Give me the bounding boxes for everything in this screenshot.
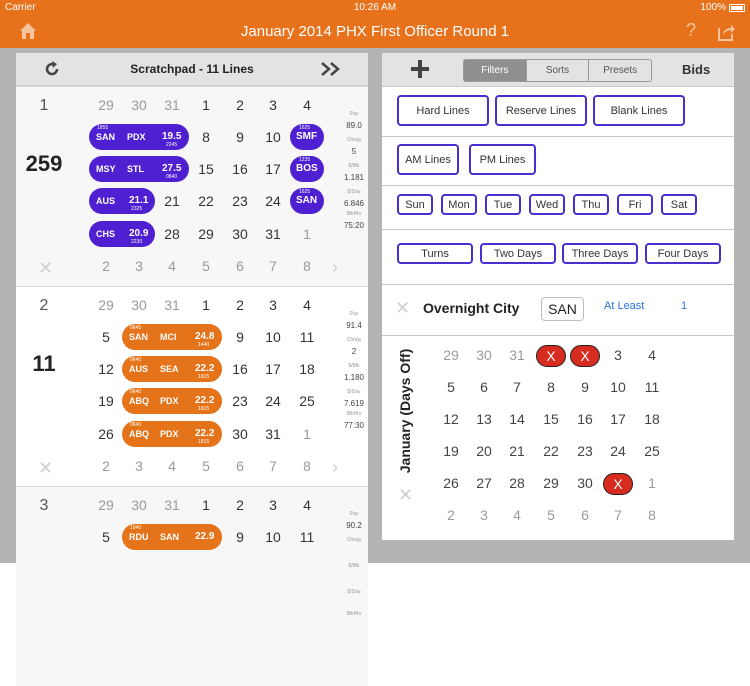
reserve-lines-button[interactable]: Reserve Lines xyxy=(495,95,587,126)
calendar-day[interactable]: 15 xyxy=(543,411,559,427)
stat-label: $/Day xyxy=(347,389,361,395)
stat-label: Pay xyxy=(349,511,359,517)
nav-bar xyxy=(0,16,750,48)
release-time: 2230 xyxy=(131,239,143,245)
stat-label: Chngs xyxy=(346,137,362,143)
calendar-day[interactable]: 23 xyxy=(577,443,593,459)
day-off-marker[interactable]: X xyxy=(536,345,566,367)
remove-days-off-icon[interactable]: ✕ xyxy=(398,485,414,505)
calendar-day: 24 xyxy=(265,193,281,209)
trip-credit: 22.2 xyxy=(195,363,215,374)
calendar-day: 11 xyxy=(299,529,315,545)
chevron-right-icon[interactable]: › xyxy=(332,457,338,477)
day-thu-button[interactable]: Thu xyxy=(573,194,609,215)
calendar-day: 3 xyxy=(269,497,277,513)
release-time: 1815 xyxy=(198,439,210,445)
trip-pill[interactable] xyxy=(89,221,155,247)
calendar-day[interactable]: 6 xyxy=(480,379,488,395)
battery-percent: 100% xyxy=(700,2,726,13)
calendar-day: 30 xyxy=(131,497,147,513)
calendar-day: 16 xyxy=(232,161,248,177)
destination-city: MCI xyxy=(160,332,177,342)
calendar-day: 1 xyxy=(202,297,210,313)
remove-overnight-icon[interactable]: ✕ xyxy=(395,298,411,318)
calendar-day: 8 xyxy=(202,129,210,145)
days-row xyxy=(382,186,734,230)
calendar-day: 8 xyxy=(303,258,311,274)
calendar-day[interactable]: 2 xyxy=(447,507,455,523)
calendar-day[interactable]: 7 xyxy=(614,507,622,523)
calendar-day[interactable]: 17 xyxy=(610,411,626,427)
scratchpad-title: Scratchpad - 11 Lines xyxy=(130,62,254,76)
page-title: January 2014 PHX First Officer Round 1 xyxy=(240,23,510,40)
calendar-day: 11 xyxy=(299,329,315,345)
destination-city: PDX xyxy=(160,429,179,439)
calendar-day[interactable]: 21 xyxy=(509,443,525,459)
calendar-day: 23 xyxy=(232,393,248,409)
trip-credit: 22.9 xyxy=(195,531,215,542)
carrier-label: Carrier xyxy=(5,2,36,13)
calendar-day[interactable]: 6 xyxy=(581,507,589,523)
count-selector[interactable]: 1 xyxy=(681,300,688,312)
trip-pill[interactable] xyxy=(290,156,324,182)
release-time: 2245 xyxy=(166,142,178,148)
trip-credit: 22.2 xyxy=(195,428,215,439)
days-off-title: January (Days Off) xyxy=(397,348,413,474)
stat-label: Chngs xyxy=(346,537,362,543)
trip-pill[interactable] xyxy=(122,421,222,447)
calendar-day: 29 xyxy=(198,226,214,242)
calendar-day[interactable]: 3 xyxy=(480,507,488,523)
destination-city: SEA xyxy=(160,364,179,374)
stat-value: 1.180 xyxy=(343,373,365,382)
status-bar xyxy=(0,0,750,16)
calendar-day: 4 xyxy=(303,97,311,113)
stat-value: 5 xyxy=(351,147,357,156)
report-time: 1235 xyxy=(299,157,311,163)
calendar-day: 10 xyxy=(265,329,281,345)
stat-value: 77:30 xyxy=(343,421,365,430)
report-time: 0640 xyxy=(130,422,142,428)
stat-label: $/Day xyxy=(347,589,361,595)
stat-label: Pay xyxy=(349,111,359,117)
calendar-day[interactable]: 11 xyxy=(644,379,660,395)
clock: 10:26 AM xyxy=(353,2,397,13)
filters-header xyxy=(382,53,734,87)
scratchpad-header xyxy=(16,53,368,86)
destination-city: SAN xyxy=(160,532,180,542)
calendar-day: 7 xyxy=(269,458,277,474)
calendar-day[interactable]: 14 xyxy=(509,411,525,427)
calendar-day: 30 xyxy=(131,97,147,113)
stat-label: $/Blk xyxy=(348,163,360,169)
line-number: 2 xyxy=(39,297,49,314)
calendar-day: 10 xyxy=(265,529,281,545)
day-sat-button[interactable]: Sat xyxy=(661,194,697,215)
hard-lines-button[interactable]: Hard Lines xyxy=(397,95,489,126)
origin-city: SAN xyxy=(129,332,149,342)
calendar-day: 30 xyxy=(232,426,248,442)
calendar-day: 31 xyxy=(265,226,281,242)
calendar-day[interactable]: 1 xyxy=(648,475,656,491)
calendar-day: 3 xyxy=(135,258,143,274)
qualifier-selector[interactable]: At Least xyxy=(604,300,645,312)
calendar-day[interactable]: 16 xyxy=(577,411,593,427)
calendar-day: 31 xyxy=(265,426,281,442)
report-time: 1625 xyxy=(299,189,311,195)
trip-pill[interactable] xyxy=(122,324,222,350)
report-time: 0640 xyxy=(130,357,142,363)
origin-city: ABQ xyxy=(129,396,149,406)
calendar-day: 3 xyxy=(135,458,143,474)
overnight-city-row xyxy=(382,285,734,336)
calendar-day: 29 xyxy=(98,97,114,113)
trip-pill[interactable] xyxy=(290,124,324,150)
pm-lines-button[interactable]: PM Lines xyxy=(469,144,536,175)
calendar-day[interactable]: 12 xyxy=(443,411,459,427)
stat-label: BlkHrs xyxy=(346,611,362,617)
calendar-day: 1 xyxy=(202,497,210,513)
trip-credit: 21.1 xyxy=(129,195,149,206)
trip-pill[interactable] xyxy=(89,156,189,182)
trip-credit: 22.2 xyxy=(195,395,215,406)
trip-pill[interactable] xyxy=(89,188,155,214)
calendar-day[interactable]: 10 xyxy=(610,379,626,395)
calendar-day[interactable]: 8 xyxy=(648,507,656,523)
release-time: 2325 xyxy=(131,206,143,212)
calendar-day[interactable]: 25 xyxy=(644,443,660,459)
origin-city: AUS xyxy=(96,196,116,206)
calendar-day: 25 xyxy=(299,393,315,409)
calendar-day: 9 xyxy=(236,329,244,345)
day-sun-button[interactable]: Sun xyxy=(397,194,433,215)
tab-presets[interactable]: Presets xyxy=(603,65,638,76)
release-time: 1440 xyxy=(198,342,210,348)
calendar-day: 17 xyxy=(265,161,281,177)
stat-label: $/Blk xyxy=(348,563,360,569)
calendar-day: 22 xyxy=(198,193,214,209)
calendar-day: 4 xyxy=(303,497,311,513)
two-days-button[interactable]: Two Days xyxy=(480,243,556,264)
trip-credit: 20.9 xyxy=(129,228,149,239)
calendar-day: 29 xyxy=(98,497,114,513)
calendar-day: 19 xyxy=(98,393,114,409)
calendar-day: 15 xyxy=(198,161,214,177)
time-of-day-row xyxy=(382,137,734,186)
calendar-day[interactable]: 3 xyxy=(614,347,622,363)
calendar-day: 9 xyxy=(236,129,244,145)
am-lines-button[interactable]: AM Lines xyxy=(397,144,459,175)
stat-label: Pay xyxy=(349,311,359,317)
stat-label: $/Blk xyxy=(348,363,360,369)
fast-forward-icon[interactable] xyxy=(320,61,342,82)
scratchpad-panel xyxy=(16,53,368,617)
line-type-row xyxy=(382,87,734,137)
calendar-day: 30 xyxy=(232,226,248,242)
trip-pill[interactable] xyxy=(122,356,222,382)
stat-value: 75:20 xyxy=(343,221,365,230)
filter-tabs xyxy=(463,59,652,82)
calendar-day: 3 xyxy=(269,97,277,113)
calendar-day: 17 xyxy=(265,361,281,377)
calendar-day: 24 xyxy=(265,393,281,409)
tab-sorts[interactable]: Sorts xyxy=(527,60,590,81)
day-off-marker[interactable]: X xyxy=(603,473,633,495)
stat-label: Chngs xyxy=(346,337,362,343)
trip-length-row xyxy=(382,230,734,285)
trip-pill[interactable] xyxy=(89,124,189,150)
report-time: 1855 xyxy=(97,125,109,131)
calendar-day: 2 xyxy=(236,297,244,313)
help-icon[interactable]: ? xyxy=(686,20,697,40)
calendar-day[interactable]: 13 xyxy=(476,411,492,427)
line-id: 11 xyxy=(32,351,56,376)
calendar-day: 18 xyxy=(299,361,315,377)
day-tue-button[interactable]: Tue xyxy=(485,194,521,215)
calendar-day[interactable]: 28 xyxy=(509,475,525,491)
line-card[interactable] xyxy=(16,286,368,486)
calendar-day: 28 xyxy=(164,226,180,242)
calendar-day: 7 xyxy=(269,258,277,274)
calendar-day: 29 xyxy=(98,297,114,313)
calendar-day: 31 xyxy=(164,297,180,313)
overnight-city-label: Overnight City xyxy=(423,300,520,316)
calendar-day: 4 xyxy=(303,297,311,313)
bids-title: Bids xyxy=(682,62,711,77)
calendar-day[interactable]: 7 xyxy=(513,379,521,395)
release-time: 1815 xyxy=(198,406,210,412)
calendar-day[interactable]: 5 xyxy=(547,507,555,523)
stat-value: 2 xyxy=(351,347,357,356)
calendar-day: 2 xyxy=(236,497,244,513)
stat-value: 90.2 xyxy=(346,521,362,530)
calendar-day[interactable]: 30 xyxy=(476,347,492,363)
calendar-day[interactable]: 29 xyxy=(543,475,559,491)
day-wed-button[interactable]: Wed xyxy=(529,194,565,215)
remove-line-icon[interactable]: ✕ xyxy=(38,458,54,478)
calendar-day: 8 xyxy=(303,458,311,474)
calendar-day[interactable]: 30 xyxy=(577,475,593,491)
calendar-day[interactable]: 31 xyxy=(509,347,525,363)
remove-line-icon[interactable]: ✕ xyxy=(38,258,54,278)
line-id: 259 xyxy=(25,151,63,176)
trip-pill[interactable] xyxy=(122,388,222,414)
calendar-day: 6 xyxy=(236,258,244,274)
line-card[interactable] xyxy=(16,86,368,286)
origin-city: SMF xyxy=(296,131,318,142)
calendar-day: 4 xyxy=(168,258,176,274)
line-card[interactable] xyxy=(16,486,368,686)
report-time: 0640 xyxy=(130,389,142,395)
trip-credit: 27.5 xyxy=(162,163,182,174)
origin-city: BOS xyxy=(296,163,318,174)
calendar-day: 1 xyxy=(303,226,311,242)
calendar-day: 10 xyxy=(265,129,281,145)
calendar-day[interactable]: 4 xyxy=(513,507,521,523)
stat-value: 7.619 xyxy=(343,399,365,408)
trip-pill[interactable] xyxy=(122,524,222,550)
chevron-right-icon[interactable]: › xyxy=(332,257,338,277)
report-time: 1625 xyxy=(299,125,311,131)
calendar-day: 26 xyxy=(98,426,114,442)
calendar-day[interactable]: 20 xyxy=(476,443,492,459)
calendar-day: 1 xyxy=(303,426,311,442)
destination-city: PDX xyxy=(160,396,179,406)
calendar-day[interactable]: 4 xyxy=(648,347,656,363)
calendar-day: 5 xyxy=(202,258,210,274)
day-mon-button[interactable]: Mon xyxy=(441,194,477,215)
release-time: 1815 xyxy=(198,374,210,380)
stat-value: 6.846 xyxy=(343,199,365,208)
calendar-day: 21 xyxy=(164,193,180,209)
calendar-day[interactable]: 9 xyxy=(581,379,589,395)
calendar-day[interactable]: 24 xyxy=(610,443,626,459)
battery-icon xyxy=(729,4,745,12)
calendar-day: 1 xyxy=(202,97,210,113)
tab-filters[interactable]: Filters xyxy=(464,60,527,81)
add-icon[interactable] xyxy=(409,58,431,85)
calendar-day: 23 xyxy=(232,193,248,209)
calendar-day: 4 xyxy=(168,458,176,474)
calendar-day[interactable]: 22 xyxy=(543,443,559,459)
calendar-day: 30 xyxy=(131,297,147,313)
day-fri-button[interactable]: Fri xyxy=(617,194,653,215)
bid-filters-panel xyxy=(382,53,734,540)
stat-value: 91.4 xyxy=(346,321,362,330)
calendar-day: 5 xyxy=(202,458,210,474)
destination-city: STL xyxy=(127,164,144,174)
report-time: 1040 xyxy=(130,525,142,531)
trip-credit: 24.8 xyxy=(195,331,215,342)
origin-city: SAN xyxy=(96,132,116,142)
stat-value: 1.181 xyxy=(343,173,365,182)
calendar-day: 5 xyxy=(102,529,110,545)
calendar-day: 31 xyxy=(164,97,180,113)
calendar-day[interactable]: 8 xyxy=(547,379,555,395)
origin-city: AUS xyxy=(129,364,149,374)
origin-city: CHS xyxy=(96,229,116,239)
calendar-day: 3 xyxy=(269,297,277,313)
share-icon[interactable] xyxy=(716,22,736,47)
calendar-day: 9 xyxy=(236,529,244,545)
trip-pill[interactable] xyxy=(290,188,324,214)
origin-city: RDU xyxy=(129,532,149,542)
release-time: 0840 xyxy=(166,174,178,180)
calendar-day[interactable]: 26 xyxy=(443,475,459,491)
calendar-day[interactable]: 29 xyxy=(443,347,459,363)
calendar-day: 12 xyxy=(98,361,114,377)
calendar-day[interactable]: 18 xyxy=(644,411,660,427)
calendar-day[interactable]: 27 xyxy=(476,475,492,491)
origin-city: SAN xyxy=(296,195,318,206)
overnight-city-field[interactable]: SAN xyxy=(541,297,584,321)
four-days-button[interactable]: Four Days xyxy=(645,243,721,264)
stat-label: BlkHrs xyxy=(346,411,362,417)
calendar-day: 2 xyxy=(236,97,244,113)
calendar-day: 6 xyxy=(236,458,244,474)
calendar-day[interactable]: 19 xyxy=(443,443,459,459)
calendar-day[interactable]: 5 xyxy=(447,379,455,395)
calendar-day: 5 xyxy=(102,329,110,345)
report-time: 0645 xyxy=(130,325,142,331)
three-days-button[interactable]: Three Days xyxy=(562,243,638,264)
days-off-label xyxy=(394,337,414,487)
origin-city: ABQ xyxy=(129,429,149,439)
line-number: 3 xyxy=(39,497,49,514)
calendar-day: 2 xyxy=(102,458,110,474)
stat-label: $/Day xyxy=(347,189,361,195)
calendar-day: 2 xyxy=(102,258,110,274)
line-number: 1 xyxy=(39,97,49,114)
calendar-day: 16 xyxy=(232,361,248,377)
origin-city: MSY xyxy=(96,164,116,174)
destination-city: PDX xyxy=(127,132,146,142)
stat-label: BlkHrs xyxy=(346,211,362,217)
calendar-day: 31 xyxy=(164,497,180,513)
day-off-marker[interactable]: X xyxy=(570,345,600,367)
blank-lines-button[interactable]: Blank Lines xyxy=(593,95,685,126)
trip-credit: 19.5 xyxy=(162,131,182,142)
stat-value: 89.0 xyxy=(346,121,362,130)
turns-button[interactable]: Turns xyxy=(397,243,473,264)
